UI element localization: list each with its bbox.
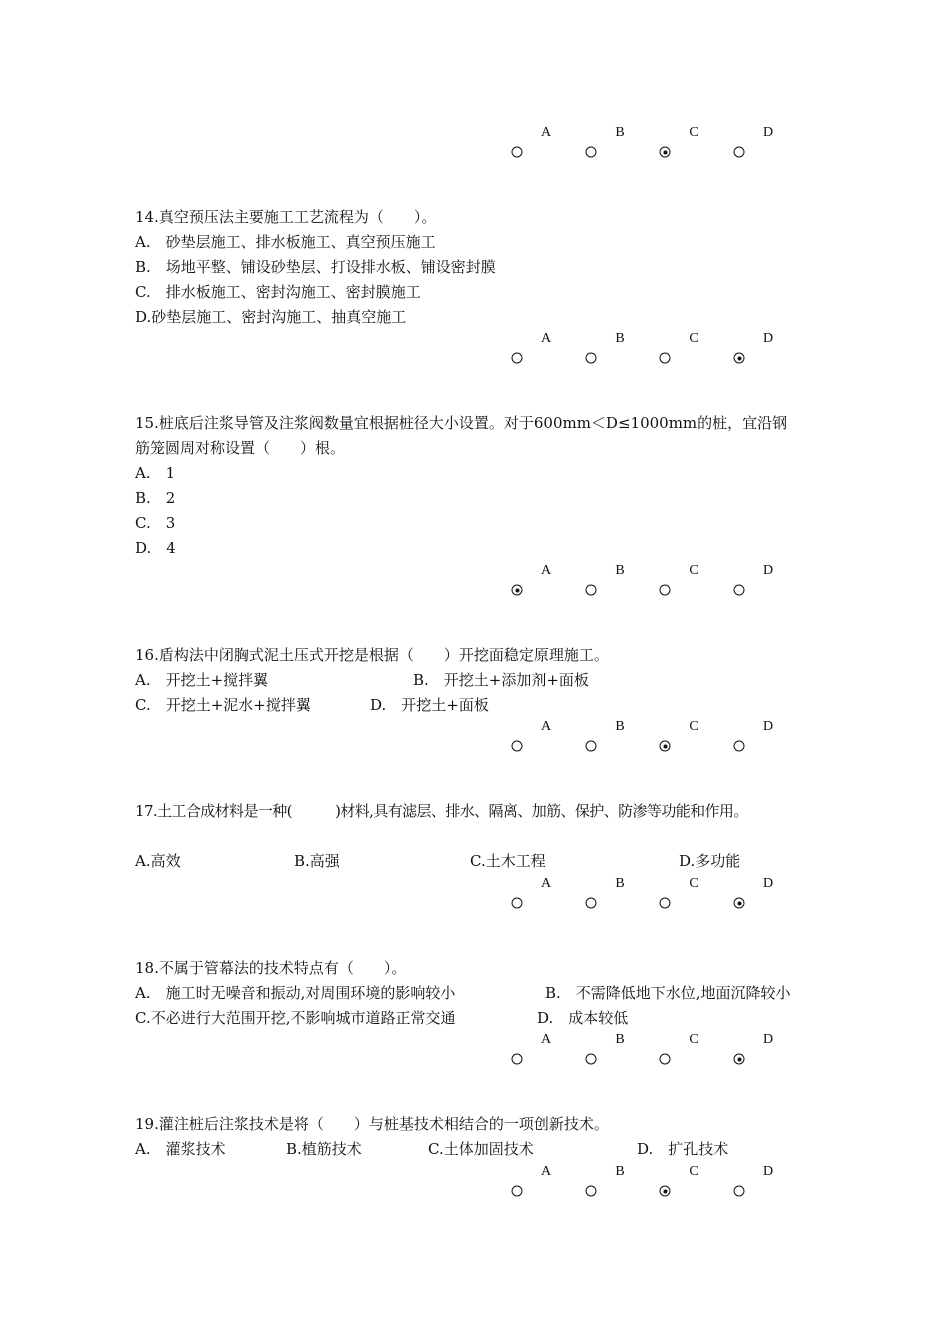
letter-a: A [540, 563, 552, 578]
letter-c: C [689, 876, 699, 891]
question-15-stem-line2: 筋笼圆周对称设置（ ）根。 [135, 439, 346, 457]
radio-c[interactable] [660, 353, 671, 364]
radio-c[interactable] [660, 585, 671, 596]
radio-d[interactable] [734, 353, 745, 364]
radio-c[interactable] [660, 147, 671, 158]
radio-a[interactable] [512, 741, 523, 752]
answer-letters-18 [0, 1032, 950, 1052]
letter-b: B [615, 1032, 625, 1047]
question-18-option-c: C.不必进行大范围开挖,不影响城市道路正常交通 [135, 1009, 456, 1027]
letter-b: B [615, 563, 625, 578]
letter-c: C [689, 563, 699, 578]
question-18-option-b: B. 不需降低地下水位,地面沉降较小 [545, 984, 791, 1002]
question-16-stem: 16.盾构法中闭胸式泥土压式开挖是根据（ ）开挖面稳定原理施工。 [135, 646, 609, 664]
letter-a: A [540, 331, 552, 346]
question-16-option-c: C. 开挖土+泥水+搅拌翼 [135, 696, 311, 714]
letter-b: B [615, 1164, 625, 1179]
letter-d: D [762, 719, 774, 734]
answer-letters-14 [0, 331, 950, 351]
radio-c[interactable] [660, 1054, 671, 1065]
radio-b[interactable] [586, 353, 597, 364]
answer-radios-19 [0, 0, 950, 20]
answer-letters-17 [0, 876, 950, 896]
question-19-option-a: A. 灌浆技术 [135, 1140, 226, 1158]
letter-d: D [762, 1164, 774, 1179]
radio-b[interactable] [586, 1054, 597, 1065]
radio-b[interactable] [586, 898, 597, 909]
radio-d[interactable] [734, 898, 745, 909]
question-18-option-d: D. 成本较低 [537, 1009, 629, 1027]
letter-a: A [540, 719, 552, 734]
question-19-option-b: B.植筋技术 [286, 1140, 362, 1158]
answer-letters-19 [0, 1164, 950, 1184]
answer-letters-prev [0, 125, 950, 145]
question-15-option-d: D. 4 [135, 539, 176, 557]
question-17-stem: 17.土工合成材料是一种( )材料,具有滤层、排水、隔离、加筋、保护、防渗等功能和作用。 [135, 802, 748, 820]
question-15-option-c: C. 3 [135, 514, 176, 532]
question-18-stem: 18.不属于管幕法的技术特点有（ ）。 [135, 959, 407, 977]
answer-letters-15 [0, 563, 950, 583]
radio-d[interactable] [734, 585, 745, 596]
radio-a[interactable] [512, 147, 523, 158]
radio-b[interactable] [586, 1186, 597, 1197]
radio-a[interactable] [512, 1186, 523, 1197]
question-16-option-d: D. 开挖土+面板 [370, 696, 489, 714]
letter-d: D [762, 331, 774, 346]
letter-a: A [540, 876, 552, 891]
radio-b[interactable] [586, 741, 597, 752]
radio-a[interactable] [512, 898, 523, 909]
radio-a[interactable] [512, 1054, 523, 1065]
letter-b: B [615, 331, 625, 346]
radio-a[interactable] [512, 353, 523, 364]
letter-c: C [689, 331, 699, 346]
letter-c: C [689, 125, 699, 140]
radio-b[interactable] [586, 585, 597, 596]
radio-c[interactable] [660, 741, 671, 752]
radio-a[interactable] [512, 585, 523, 596]
radio-d[interactable] [734, 147, 745, 158]
question-16-option-a: A. 开挖土+搅拌翼 [135, 671, 269, 689]
question-14-stem: 14.真空预压法主要施工工艺流程为（ ）。 [135, 208, 437, 226]
question-14-option-b: B. 场地平整、铺设砂垫层、打设排水板、铺设密封膜 [135, 258, 496, 276]
question-19-option-d: D. 扩孔技术 [637, 1140, 729, 1158]
radio-c[interactable] [660, 1186, 671, 1197]
question-15-stem-line1: 15.桩底后注浆导管及注浆阀数量宜根据桩径大小设置。对于600mm＜D≤1000mm的桩，宜沿钢 [135, 414, 788, 432]
question-17-option-d: D.多功能 [679, 852, 741, 870]
answer-letters-16 [0, 719, 950, 739]
letter-b: B [615, 876, 625, 891]
letter-b: B [615, 719, 625, 734]
question-15-option-a: A. 1 [135, 464, 176, 482]
radio-d[interactable] [734, 741, 745, 752]
question-15-option-b: B. 2 [135, 489, 176, 507]
question-14-option-c: C. 排水板施工、密封沟施工、密封膜施工 [135, 283, 421, 301]
question-17-option-a: A.高效 [135, 852, 181, 870]
question-14-option-d: D.砂垫层施工、密封沟施工、抽真空施工 [135, 308, 407, 326]
question-19-option-c: C.土体加固技术 [428, 1140, 534, 1158]
letter-d: D [762, 563, 774, 578]
letter-d: D [762, 876, 774, 891]
letter-d: D [762, 125, 774, 140]
letter-c: C [689, 719, 699, 734]
question-17-option-b: B.高强 [294, 852, 340, 870]
letter-c: C [689, 1164, 699, 1179]
letter-a: A [540, 1032, 552, 1047]
question-17-option-c: C.土木工程 [470, 852, 546, 870]
question-14-option-a: A. 砂垫层施工、排水板施工、真空预压施工 [135, 233, 436, 251]
radio-d[interactable] [734, 1054, 745, 1065]
radio-b[interactable] [586, 147, 597, 158]
question-18-option-a: A. 施工时无噪音和振动,对周围环境的影响较小 [135, 984, 456, 1002]
letter-a: A [540, 125, 552, 140]
radio-d[interactable] [734, 1186, 745, 1197]
letter-b: B [615, 125, 625, 140]
question-16-option-b: B. 开挖土+添加剂+面板 [413, 671, 589, 689]
radio-c[interactable] [660, 898, 671, 909]
letter-a: A [540, 1164, 552, 1179]
question-19-stem: 19.灌注桩后注浆技术是将（ ）与桩基技术相结合的一项创新技术。 [135, 1115, 609, 1133]
letter-d: D [762, 1032, 774, 1047]
letter-c: C [689, 1032, 699, 1047]
